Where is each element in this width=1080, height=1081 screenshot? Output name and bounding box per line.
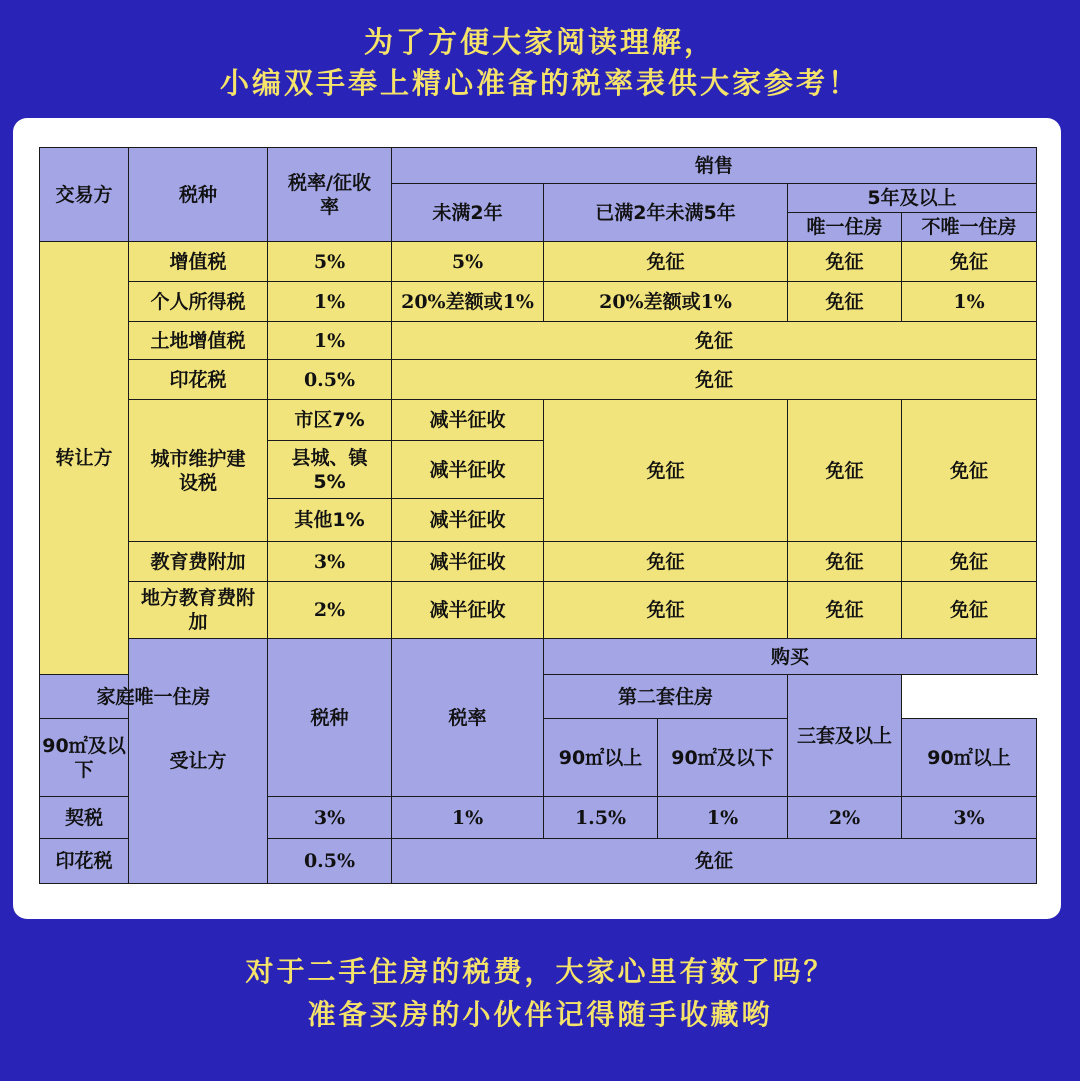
local-edu-surcharge-2-to-5: 免征	[544, 582, 788, 639]
head-5-years-plus: 5年及以上	[788, 184, 1037, 213]
head-2-to-5-years: 已满2年未满5年	[544, 184, 788, 242]
head-tax-type: 税种	[129, 148, 268, 242]
local-edu-surcharge-under-2: 减半征收	[392, 582, 544, 639]
deed-tax-third-plus: 3%	[902, 797, 1037, 839]
urban-only-home: 免征	[788, 400, 902, 542]
header-banner	[0, 22, 1080, 104]
land-tax-all: 免征	[392, 322, 1037, 360]
edu-surcharge-2-to-5: 免征	[544, 542, 788, 582]
footer-line-1: 对于二手住房的税费，大家心里有数了吗？	[245, 955, 835, 988]
tax-rate-table	[39, 147, 1037, 884]
urban-not-only-home: 免征	[902, 400, 1037, 542]
head-second-gt-90: 90㎡以上	[902, 719, 1037, 797]
income-tax-rate: 1%	[268, 282, 392, 322]
vat-name: 增值税	[129, 242, 268, 282]
edu-surcharge-under-2: 减半征收	[392, 542, 544, 582]
deed-tax-family-gt-90: 1.5%	[544, 797, 658, 839]
deed-tax-family-le-90: 1%	[392, 797, 544, 839]
vat-not-only-home: 免征	[902, 242, 1037, 282]
head-only-home: 唯一住房	[788, 213, 902, 242]
buyer-head-rate: 税率	[392, 639, 544, 797]
seller-stamp-tax-name: 印花税	[129, 360, 268, 400]
head-rate: 税率/征收率	[268, 148, 392, 242]
seller-stamp-tax-all: 免征	[392, 360, 1037, 400]
vat-rate: 5%	[268, 242, 392, 282]
income-tax-name: 个人所得税	[129, 282, 268, 322]
edu-surcharge-rate: 3%	[268, 542, 392, 582]
vat-only-home: 免征	[788, 242, 902, 282]
income-tax-under-2: 20%差额或1%	[392, 282, 544, 322]
local-edu-surcharge-rate: 2%	[268, 582, 392, 639]
head-not-only-home: 不唯一住房	[902, 213, 1037, 242]
edu-surcharge-only-home: 免征	[788, 542, 902, 582]
income-tax-2-to-5: 20%差额或1%	[544, 282, 788, 322]
head-sale: 销售	[392, 148, 1037, 184]
buyer-head-purchase: 购买	[544, 639, 1037, 675]
buyer-stamp-tax-rate: 0.5%	[268, 839, 392, 884]
urban-2-to-5: 免征	[544, 400, 788, 542]
deed-tax-rate: 3%	[268, 797, 392, 839]
head-third-plus: 三套及以上	[788, 675, 902, 797]
head-second-le-90: 90㎡及以下	[658, 719, 788, 797]
footer-banner	[0, 950, 1080, 1036]
head-party: 交易方	[40, 148, 129, 242]
urban-tax-name: 城市维护建设税	[129, 400, 268, 542]
head-family-only-home: 家庭唯一住房	[40, 675, 268, 719]
head-second-home: 第二套住房	[544, 675, 788, 719]
head-family-gt-90: 90㎡以上	[544, 719, 658, 797]
seller-label: 转让方	[40, 242, 129, 675]
urban-rate-other: 其他1%	[268, 499, 392, 542]
head-under-2-years: 未满2年	[392, 184, 544, 242]
urban-rate-city: 市区7%	[268, 400, 392, 441]
urban-under-2-county: 减半征收	[392, 441, 544, 499]
head-family-le-90: 90㎡及以下	[40, 719, 129, 797]
footer-line-2: 准备买房的小伙伴记得随手收藏哟	[307, 998, 773, 1031]
local-edu-surcharge-only-home: 免征	[788, 582, 902, 639]
deed-tax-name: 契税	[40, 797, 129, 839]
header-line-1: 为了方便大家阅读理解，	[363, 25, 716, 59]
header-line-2: 小编双手奉上精心准备的税率表供大家参考！	[219, 66, 860, 100]
land-tax-rate: 1%	[268, 322, 392, 360]
buyer-stamp-tax-all: 免征	[392, 839, 1037, 884]
vat-under-2: 5%	[392, 242, 544, 282]
buyer-stamp-tax-name: 印花税	[40, 839, 129, 884]
deed-tax-second-le-90: 1%	[658, 797, 788, 839]
vat-2-to-5: 免征	[544, 242, 788, 282]
buyer-label: 受让方	[129, 639, 268, 884]
deed-tax-second-gt-90: 2%	[788, 797, 902, 839]
edu-surcharge-not-only-home: 免征	[902, 542, 1037, 582]
urban-under-2-city: 减半征收	[392, 400, 544, 441]
local-edu-surcharge-name: 地方教育费附加	[129, 582, 268, 639]
land-tax-name: 土地增值税	[129, 322, 268, 360]
income-tax-only-home: 免征	[788, 282, 902, 322]
buyer-head-tax-type: 税种	[268, 639, 392, 797]
urban-rate-county: 县城、镇5%	[268, 441, 392, 499]
edu-surcharge-name: 教育费附加	[129, 542, 268, 582]
urban-under-2-other: 减半征收	[392, 499, 544, 542]
seller-stamp-tax-rate: 0.5%	[268, 360, 392, 400]
income-tax-not-only-home: 1%	[902, 282, 1037, 322]
local-edu-surcharge-not-only-home: 免征	[902, 582, 1037, 639]
